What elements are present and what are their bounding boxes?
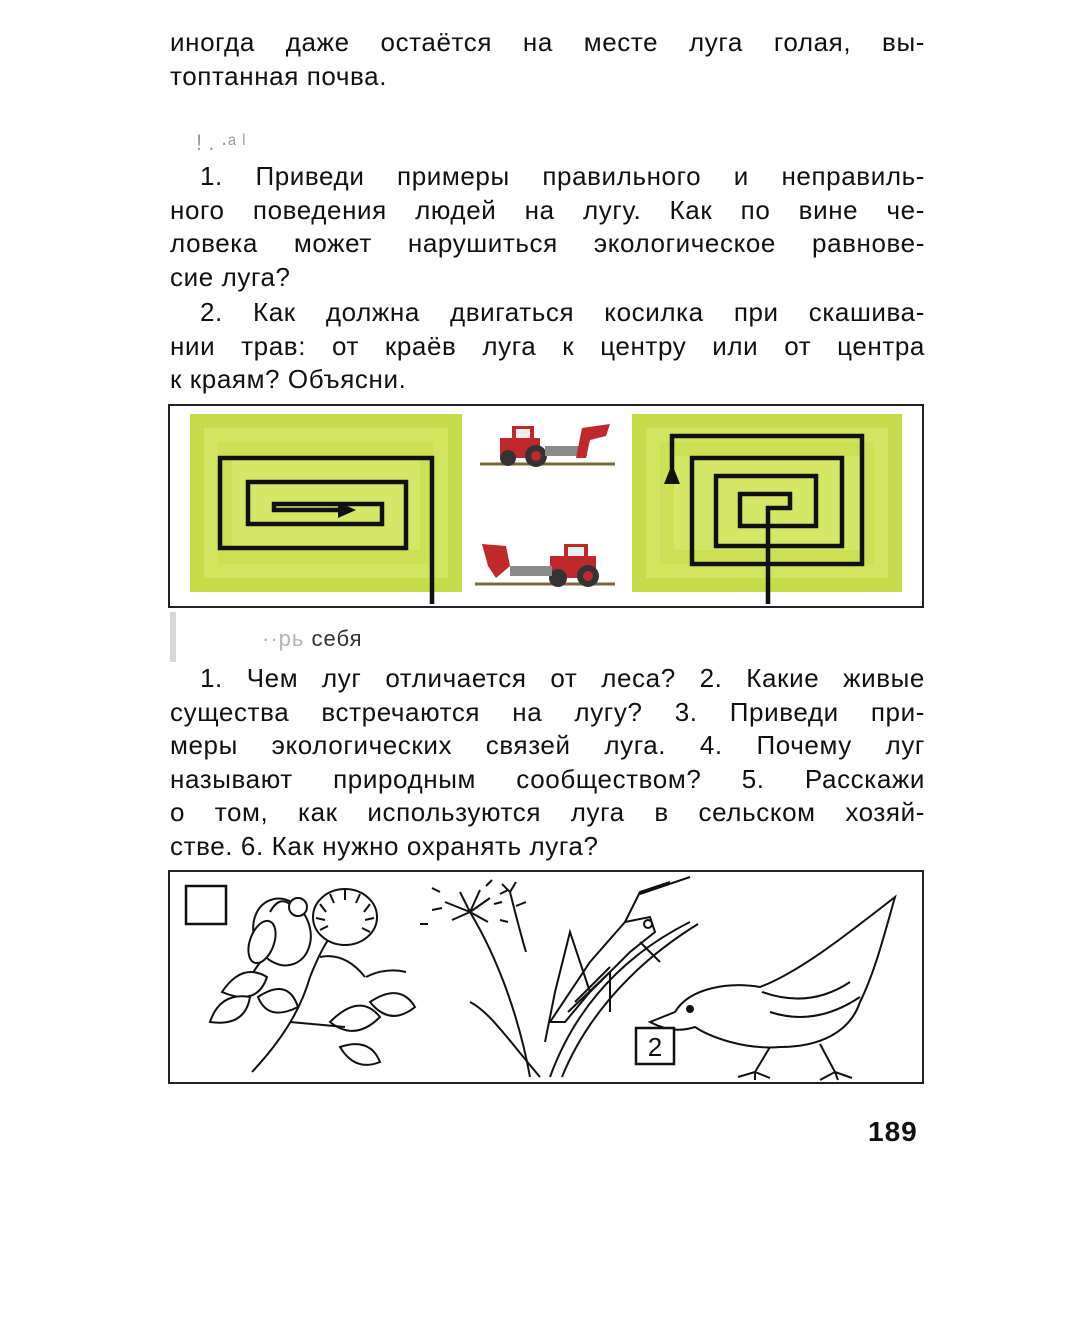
question-1 — [170, 160, 925, 294]
q1-line-4: сие луга? — [170, 261, 291, 292]
animals-figure — [168, 870, 924, 1084]
meadow-right — [632, 414, 902, 604]
cy-line-5: о том, как используются луга в сельском хозяй- — [170, 797, 925, 827]
faint-heading-mark: ! . ·ᵃ ˡ — [196, 130, 246, 155]
heading-word: себя — [311, 626, 363, 651]
answer-box-1 — [186, 886, 226, 924]
cy-line-2: существа встречаются на лугу? 3. Приведи при- — [170, 696, 925, 727]
check-yourself-questions — [170, 662, 925, 863]
q2-line-1: 2. Как должна двигаться косилка при скашива- — [200, 297, 925, 327]
cy-line-3: меры экологических связей луга. 4. Почему луг — [170, 730, 925, 760]
question-2 — [170, 296, 925, 397]
answer-box-2 — [636, 1028, 674, 1064]
intro-line-2: топтанная почва. — [170, 60, 388, 91]
q2-line-2: нии трав: от краёв луга к центру или от центра — [170, 330, 925, 361]
cy-line-6: стве. 6. Как нужно охранять луга? — [170, 830, 599, 861]
intro-paragraph — [170, 26, 925, 93]
mowing-figure — [168, 404, 924, 608]
cy-line-4: называют природным сообществом? 5. Расскажи — [170, 763, 925, 794]
q1-line-2: ного поведения людей на лугу. Как по вине че- — [170, 194, 925, 225]
answer-box-2-label: 2 — [647, 1032, 663, 1062]
meadow-left — [190, 414, 462, 604]
clover-bumblebee-drawing — [210, 889, 415, 1072]
page-number: 189 — [868, 1116, 918, 1147]
animals-illustration — [170, 872, 922, 1082]
check-yourself-heading — [262, 626, 363, 652]
heading-faint-part: ··рь — [262, 626, 305, 651]
q1-line-3: ловека может нарушиться экологическое равнове- — [170, 228, 925, 258]
cy-line-1: 1. Чем луг отличается от леса? 2. Какие живые — [200, 663, 925, 693]
mowing-illustration — [170, 406, 922, 606]
q1-line-1: 1. Приведи примеры правильного и неправиль- — [200, 161, 925, 191]
tractor-bottom — [475, 544, 615, 587]
tractor-top — [480, 424, 615, 467]
q2-line-3: к краям? Объясни. — [170, 364, 407, 394]
intro-line-1: иногда даже остаётся на месте луга голая, вы- — [170, 27, 925, 57]
margin-strip — [170, 612, 176, 662]
